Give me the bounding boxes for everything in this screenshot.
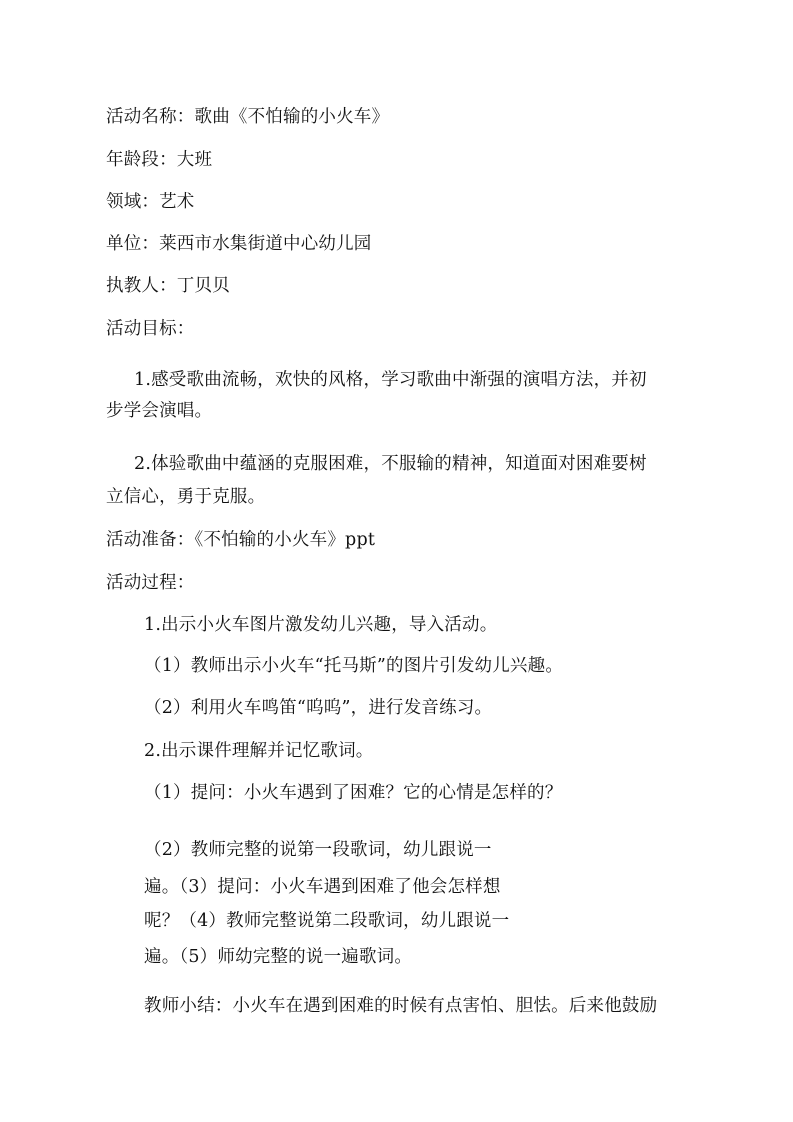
- step-2-heading: 2.出示课件理解并记忆歌词。: [144, 741, 374, 761]
- teacher-line: 执教人：丁贝贝: [106, 276, 230, 296]
- preparation-line: 活动准备：《不怕输的小火车》ppt: [106, 530, 376, 550]
- step-1-heading: 1.出示小火车图片激发幼儿兴趣，导入活动。: [144, 615, 498, 635]
- step-1-item-2: （2）利用火车鸣笛“呜呜”，进行发音练习。: [144, 698, 493, 718]
- activity-name-line: 活动名称：歌曲《不怕输的小火车》: [106, 107, 390, 127]
- step-1-item-1: （1）教师出示小火车“托马斯”的图片引发幼儿兴趣。: [144, 656, 564, 676]
- domain-line: 领域：艺术: [106, 192, 195, 212]
- teacher-summary-line: 教师小结：小火车在遇到困难的时候有点害怕、胆怯。后来他鼓励: [144, 996, 658, 1016]
- process-heading: 活动过程：: [106, 573, 195, 593]
- step-2-item-2-line-3: 呢？（4）教师完整说第二段歌词，幼儿跟说一: [144, 911, 510, 931]
- step-2-item-2-line-2: 遍。（3）提问：小火车遇到困难了他会怎样想: [144, 877, 501, 897]
- unit-line: 单位：莱西市水集街道中心幼儿园: [106, 234, 372, 254]
- step-2-item-2-line-1: （2）教师完整的说第一段歌词，幼儿跟说一: [144, 840, 492, 860]
- step-2-item-2-line-4: 遍。（5）师幼完整的说一遍歌词。: [144, 947, 413, 967]
- age-group-line: 年龄段：大班: [106, 150, 213, 170]
- step-2-item-1: （1）提问：小火车遇到了困难？它的心情是怎样的？: [144, 783, 563, 803]
- goal-1-line-2: 步学会演唱。: [106, 401, 213, 421]
- goal-2-line-2: 立信心，勇于克服。: [106, 487, 266, 507]
- goal-1-line-1: 1.感受歌曲流畅，欢快的风格，学习歌曲中渐强的演唱方法，并初: [134, 370, 647, 390]
- goal-2-line-1: 2.体验歌曲中蕴涵的克服困难，不服输的精神，知道面对困难要树: [134, 454, 647, 474]
- goals-heading: 活动目标：: [106, 319, 195, 339]
